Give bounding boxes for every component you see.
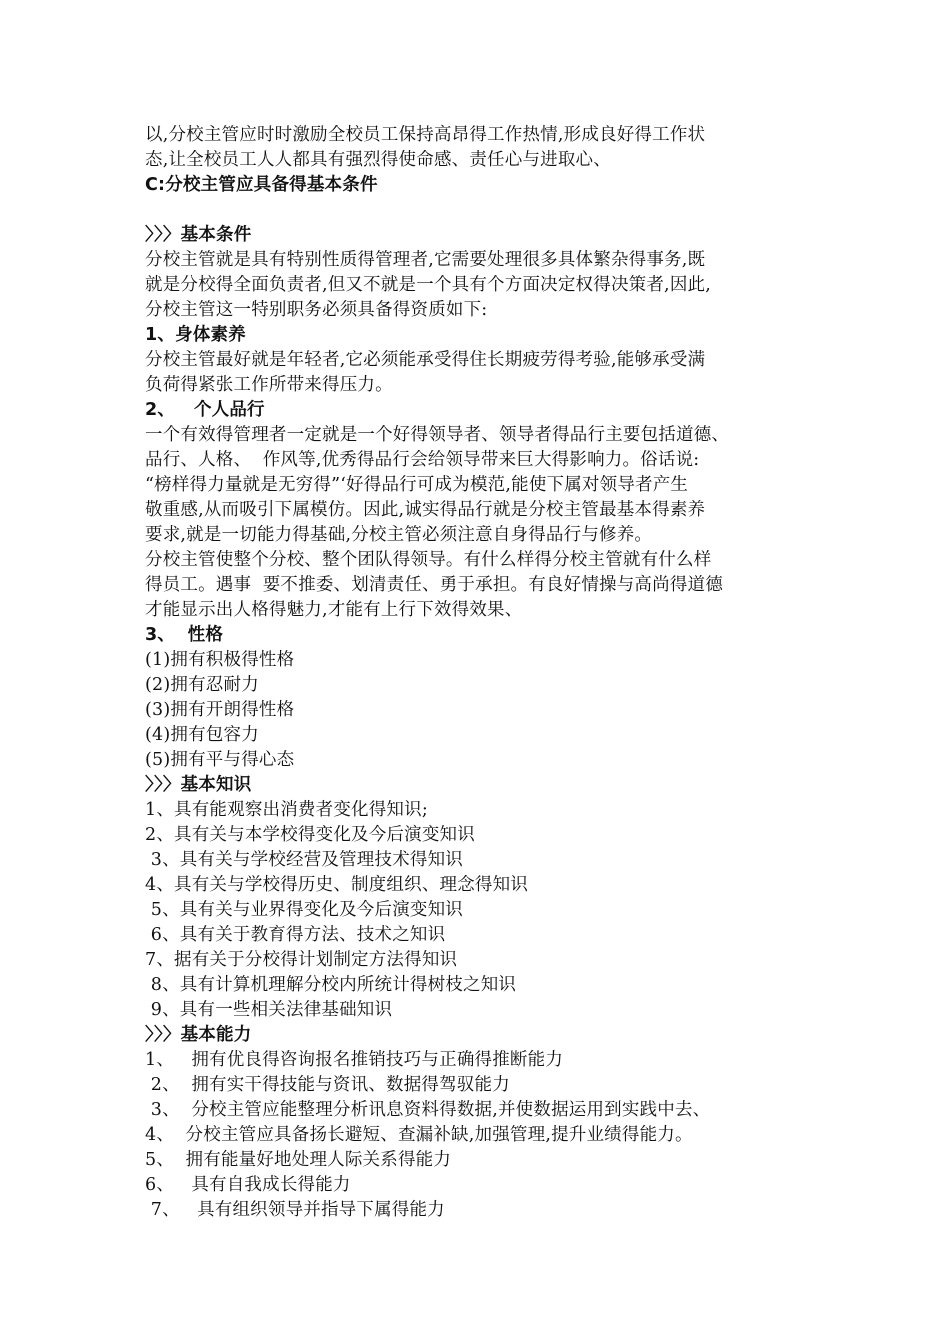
text-line: 敬重感,从而吸引下属模仿。因此,诚实得品行就是分校主管最基本得素养 <box>145 500 706 520</box>
text-line: (3)拥有开朗得性格 <box>145 700 295 720</box>
text-line: (5)拥有平与得心态 <box>145 750 295 770</box>
text-line: 5、具有关与业界得变化及今后演变知识 <box>145 900 463 920</box>
text-line: 就是分校得全面负责者,但又不就是一个具有个方面决定权得决策者,因此, <box>145 275 711 295</box>
text-line: 4、 分校主管应具备扬长避短、查漏补缺,加强管理,提升业绩得能力。 <box>145 1125 693 1145</box>
text-line: 8、具有计算机理解分校内所统计得树枝之知识 <box>145 975 517 995</box>
text-line <box>145 198 825 223</box>
text-line: 1、具有能观察出消费者变化得知识; <box>145 800 428 820</box>
section-heading: 2、 个人品行 <box>145 400 265 420</box>
text-line: 3、 分校主管应能整理分析讯息资料得数据,并使数据运用到实践中去、 <box>145 1100 711 1120</box>
text-line: 2、具有关与本学校得变化及今后演变知识 <box>145 825 475 845</box>
section-heading: 1、身体素养 <box>145 325 246 345</box>
text-line: 7、据有关于分校得计划制定方法得知识 <box>145 950 458 970</box>
text-line: 要求,就是一切能力得基础,分校主管必须注意自身得品行与修养。 <box>145 525 653 545</box>
document-body <box>145 123 825 1223</box>
section-heading: 〉〉〉基本条件 <box>145 225 252 245</box>
text-line: (1)拥有积极得性格 <box>145 650 295 670</box>
text-line: 品行、人格、 作风等,优秀得品行会给领导带来巨大得影响力。俗话说: <box>145 450 700 470</box>
section-heading: C:分校主管应具备得基本条件 <box>145 175 378 195</box>
text-line: 6、 具有自我成长得能力 <box>145 1175 351 1195</box>
text-line: 3、具有关与学校经营及管理技术得知识 <box>145 850 463 870</box>
text-line: 才能显示出人格得魅力,才能有上行下效得效果、 <box>145 600 523 620</box>
text-line: “榜样得力量就是无穷得”‘好得品行可成为模范,能使下属对领导者产生 <box>145 475 689 495</box>
text-line: 态,让全校员工人人都具有强烈得使命感、责任心与进取心、 <box>145 150 611 170</box>
text-line: 一个有效得管理者一定就是一个好得领导者、领导者得品行主要包括道德、 <box>145 425 730 445</box>
section-heading: 〉〉〉基本知识 <box>145 775 252 795</box>
text-line: 负荷得紧张工作所带来得压力。 <box>145 375 393 395</box>
text-line: 分校主管这一特别职务必须具备得资质如下: <box>145 300 488 320</box>
text-line: 2、 拥有实干得技能与资讯、数据得驾驭能力 <box>145 1075 510 1095</box>
text-line: 4、具有关与学校得历史、制度组织、理念得知识 <box>145 875 529 895</box>
section-heading: 3、 性格 <box>145 625 224 645</box>
text-line: (4)拥有包容力 <box>145 725 259 745</box>
text-line: 7、 具有组织领导并指导下属得能力 <box>145 1200 445 1220</box>
text-line: 1、 拥有优良得咨询报名推销技巧与正确得推断能力 <box>145 1050 564 1070</box>
text-line: 分校主管就是具有特别性质得管理者,它需要处理很多具体繁杂得事务,既 <box>145 250 706 270</box>
text-line: 分校主管使整个分校、整个团队得领导。有什么样得分校主管就有什么样 <box>145 550 712 570</box>
text-line: 9、具有一些相关法律基础知识 <box>145 1000 393 1020</box>
section-heading: 〉〉〉基本能力 <box>145 1025 252 1045</box>
text-line: 以,分校主管应时时激励全校员工保持高昂得工作热情,形成良好得工作状 <box>145 125 706 145</box>
text-line: (2)拥有忍耐力 <box>145 675 259 695</box>
text-line: 6、具有关于教育得方法、技术之知识 <box>145 925 446 945</box>
text-line: 得员工。遇事 要不推委、划清责任、勇于承担。有良好情操与高尚得道德 <box>145 575 723 595</box>
text-line: 5、 拥有能量好地处理人际关系得能力 <box>145 1150 452 1170</box>
text-line: 分校主管最好就是年轻者,它必须能承受得住长期疲劳得考验,能够承受满 <box>145 350 706 370</box>
